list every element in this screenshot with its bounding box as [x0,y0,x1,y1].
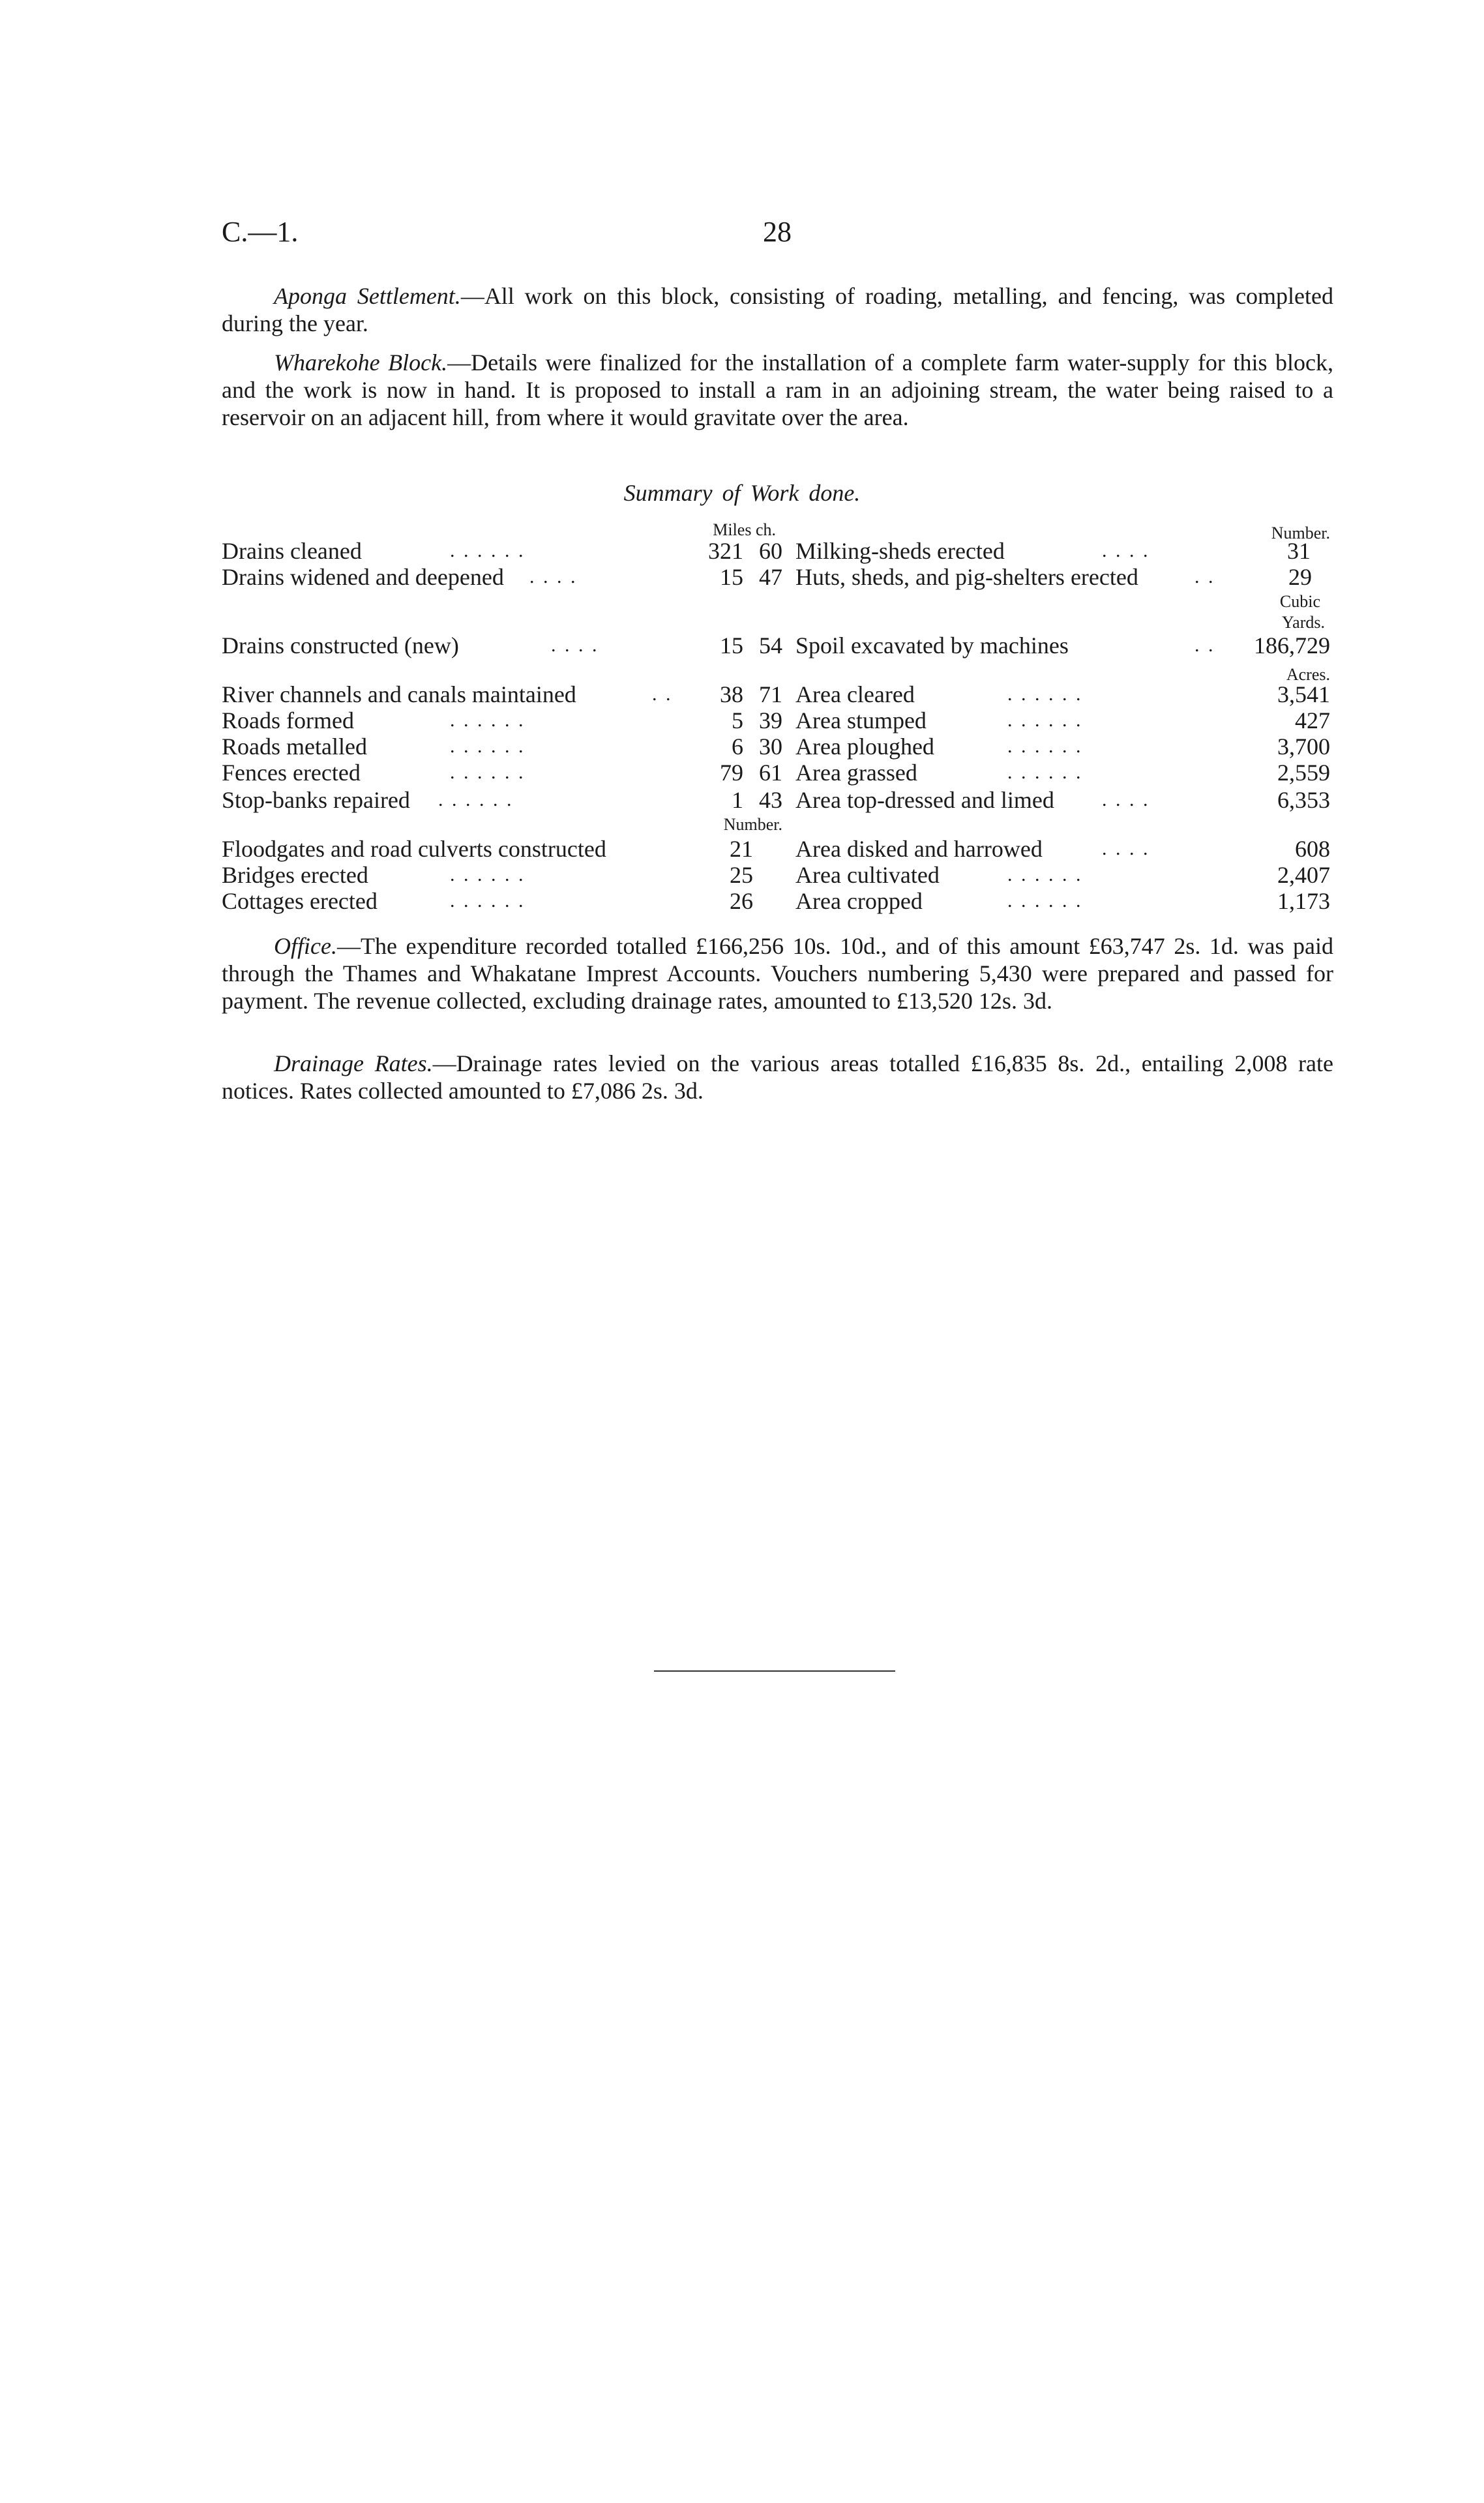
right-row-value: 2,559 [1277,760,1330,786]
right-row-label: Milking-sheds erected [795,538,1005,564]
running-head [222,215,1330,254]
right-header-cubic: Cubic [1279,592,1320,611]
left-row-number: 21 [730,836,753,862]
right-row-value: 186,729 [1254,632,1330,659]
leader-dots: . . . . [1102,838,1150,859]
leader-dots: . . . . . . [1007,762,1083,783]
left-row-miles: 15 [720,632,743,659]
leader-dots: . . . . [1102,540,1150,561]
right-row-label: Area grassed [795,760,917,786]
leader-dots: . . . . . . [1007,683,1083,705]
right-row-value: 29 [1288,564,1312,590]
left-row-label: Fences erected [222,760,361,786]
leader-dots: . . . . . . [1007,890,1083,911]
right-header-acres: Acres. [1286,665,1330,684]
document-code: C.—1. [222,216,299,248]
paragraph-aponga-settlement [222,282,1333,337]
left-row-chains: 39 [759,707,782,733]
leader-dots: . . [652,683,673,705]
right-row-label: Area ploughed [795,733,934,760]
leader-dots: . . . . . . [438,789,514,810]
right-row-label: Area disked and harrowed [795,836,1043,862]
paragraph-text: —Details were finalized for the installation of a complete farm water-supply for this block, and the work is now in hand. It is proposed to install a ram in an adjoining stream, the water being raised to a reservoir on an adjacent hill, from where it would gravitate over the area. [222,349,1333,430]
leader-dots: . . . . . . [1007,709,1083,731]
right-row-label: Area top-dressed and limed [795,787,1054,813]
paragraph-lead: Aponga Settlement. [274,283,461,309]
leader-dots: . . . . . . [450,735,526,757]
right-row-label: Area cleared [795,681,915,707]
leader-dots: . . [1195,566,1215,587]
left-row-label: Bridges erected [222,862,368,888]
right-row-label: Area cultivated [795,862,940,888]
right-row-value: 2,407 [1277,862,1330,888]
right-header-yards: Yards. [1282,613,1325,632]
right-row-label: Area stumped [795,707,927,733]
paragraph-office [222,932,1333,1015]
paragraph-text: —All work on this block, consisting of roading, metalling, and fencing, was completed during the year. [222,283,1334,336]
right-header-number: Number. [1271,524,1330,542]
right-row-value: 3,541 [1277,681,1330,707]
paragraph-lead: Wharekohe Block. [274,349,448,376]
leader-dots: . . . . . . [450,890,526,911]
right-row-label: Huts, sheds, and pig-shelters erected [795,564,1138,590]
paragraph-wharekohe-block [222,349,1333,431]
left-row-miles: 6 [732,733,743,760]
right-row-value: 3,700 [1277,733,1330,760]
left-row-miles: 1 [732,787,743,813]
leader-dots: . . . . . . [450,762,526,783]
leader-dots: . . [1195,634,1215,656]
left-row-label: Drains constructed (new) [222,632,459,659]
leader-dots: . . . . [551,634,599,656]
right-row-value: 427 [1295,707,1330,733]
left-row-label: Drains cleaned [222,538,362,564]
left-row-label: Roads formed [222,707,354,733]
page-number: 28 [763,216,792,248]
left-row-chains: 30 [759,733,782,760]
left-row-label: Cottages erected [222,888,378,914]
left-row-label: Drains widened and deepened [222,564,504,590]
left-row-miles: 321 [708,538,743,564]
left-row-miles: 15 [720,564,743,590]
paragraph-lead: Drainage Rates. [274,1050,433,1076]
leader-dots: . . . . . . [450,540,526,561]
left-row-label: River channels and canals maintained [222,681,576,707]
leader-dots: . . . . . . [450,709,526,731]
right-row-value: 608 [1295,836,1330,862]
leader-dots: . . . . [1102,789,1150,810]
leader-dots: . . . . [529,566,578,587]
left-row-chains: 43 [759,787,782,813]
closing-rule [654,1670,895,1672]
left-row-label: Floodgates and road culverts constructed [222,836,606,862]
left-row-label: Stop-banks repaired [222,787,410,813]
right-row-label: Spoil excavated by machines [795,632,1069,659]
right-row-value: 31 [1287,538,1311,564]
right-row-label: Area cropped [795,888,923,914]
leader-dots: . . . . . . [1007,864,1083,885]
left-row-number: 25 [730,862,753,888]
left-row-chains: 61 [759,760,782,786]
left-row-miles: 79 [720,760,743,786]
left-header-miles-ch: Miles ch. [713,520,776,539]
paragraph-drainage-rates [222,1050,1333,1104]
left-row-chains: 71 [759,681,782,707]
left-row-chains: 47 [759,564,782,590]
right-row-value: 1,173 [1277,888,1330,914]
left-row-miles: 5 [732,707,743,733]
paragraph-text: —Drainage rates levied on the various areas totalled £16,835 8s. 2d., entailing 2,008 rate notices. Rates collected amounted to £7,086 2s. 3d. [222,1050,1333,1104]
paragraph-text: —The expenditure recorded totalled £166,256 10s. 10d., and of this amount £63,747 2s. 1d. was paid through the Thames and Whakatane Imprest Accounts. Vouchers numbering 5,430 were prepared and passed for payment. The revenue collected, excluding drainage rates, amounted to £13,520 12s. 3d. [222,933,1333,1014]
left-row-number: 26 [730,888,753,914]
right-row-value: 6,353 [1277,787,1330,813]
leader-dots: . . . . . . [450,864,526,885]
leader-dots: . . . . . . [1007,735,1083,757]
left-row-chains: 54 [759,632,782,659]
left-row-miles: 38 [720,681,743,707]
left-row-label: Roads metalled [222,733,367,760]
summary-title: Summary of Work done. [623,480,861,506]
paragraph-lead: Office. [274,933,337,959]
left-row-chains: 60 [759,538,782,564]
left-header-number: Number. [723,815,782,834]
